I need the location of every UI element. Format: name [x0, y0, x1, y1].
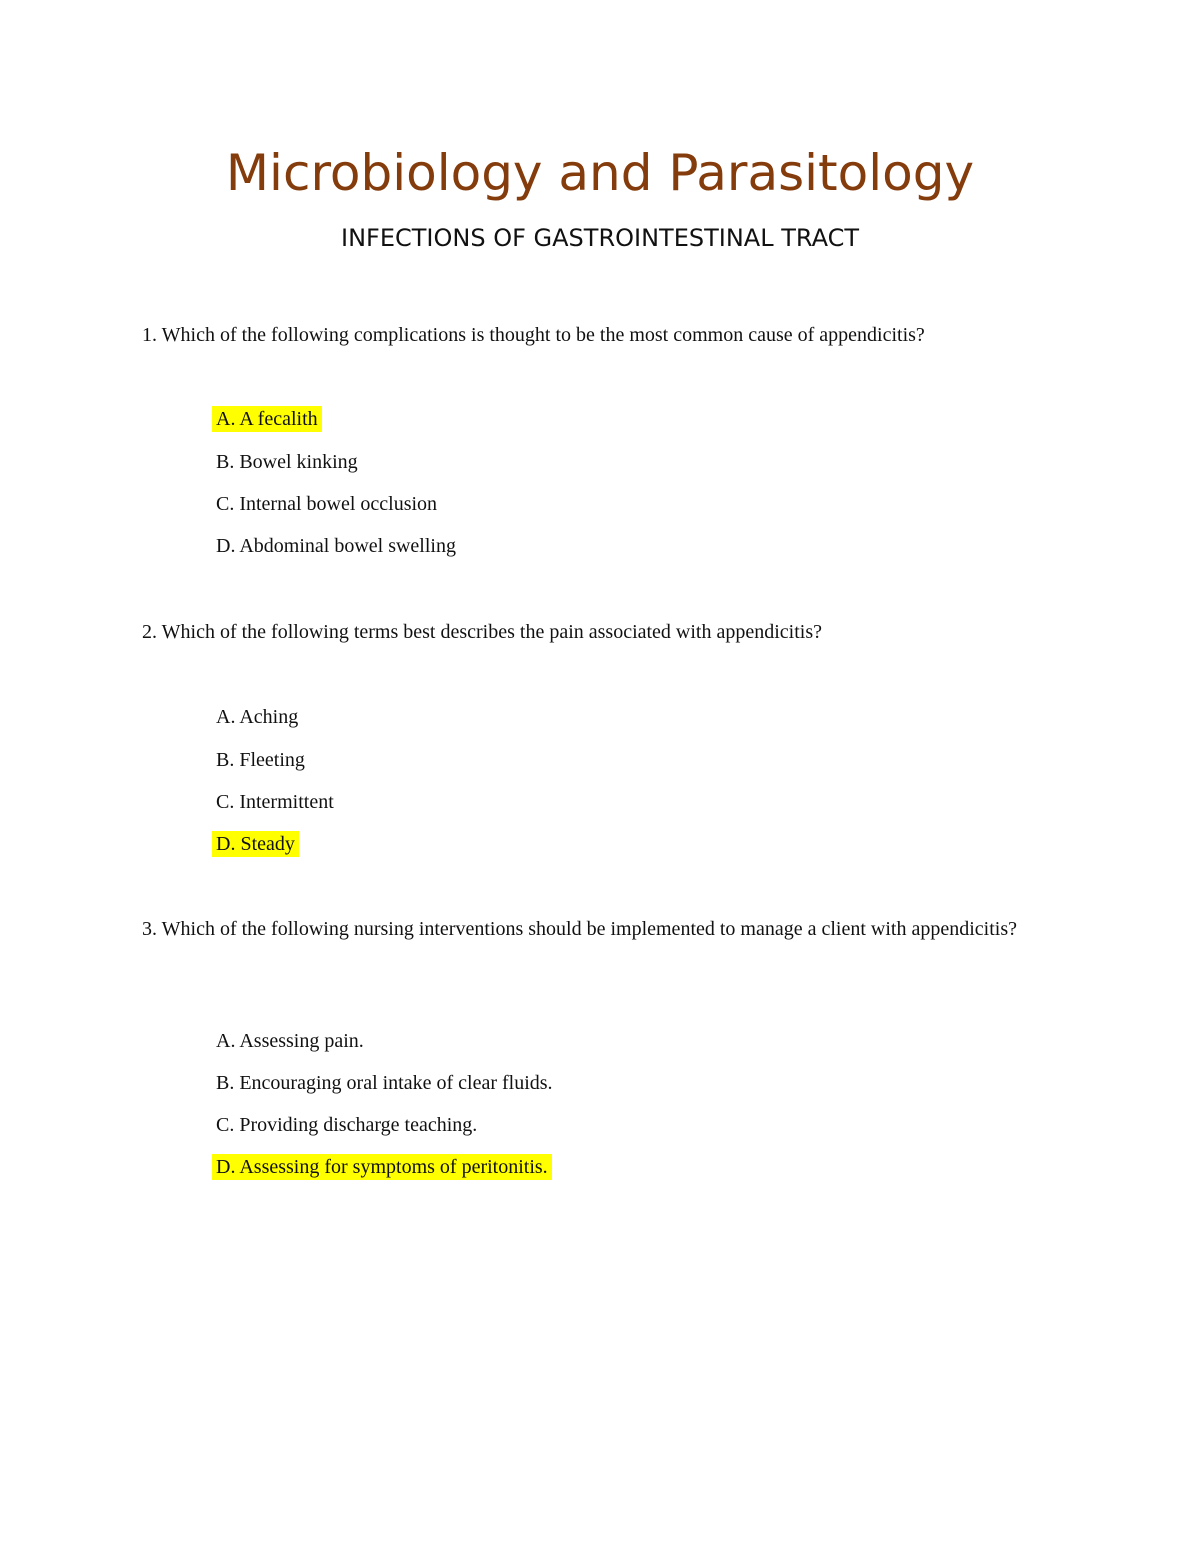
question-1-option-c: C. Internal bowel occlusion: [216, 493, 438, 515]
document-subtitle: INFECTIONS OF GASTROINTESTINAL TRACT: [341, 224, 859, 252]
question-1-option-a: A. A fecalith: [212, 406, 322, 432]
question-1: 1. Which of the following complications is thought to be the most common cause of appendicitis?: [142, 324, 925, 346]
question-2: 2. Which of the following terms best describes the pain associated with appendicitis?: [142, 621, 823, 643]
document-title: Microbiology and Parasitology: [225, 144, 975, 202]
question-3-option-b: B. Encouraging oral intake of clear fluids.: [216, 1072, 553, 1094]
question-2-option-a: A. Aching: [216, 706, 299, 728]
question-2-option-d: D. Steady: [212, 831, 299, 857]
question-3-option-d: D. Assessing for symptoms of peritonitis.: [212, 1154, 552, 1180]
question-3-option-a: A. Assessing pain.: [216, 1030, 364, 1052]
question-2-option-b: B. Fleeting: [216, 749, 305, 771]
question-3-option-c: C. Providing discharge teaching.: [216, 1114, 478, 1136]
question-3: 3. Which of the following nursing interventions should be implemented to manage a client with appendicitis?: [142, 918, 1017, 940]
question-1-option-d: D. Abdominal bowel swelling: [216, 535, 456, 557]
question-1-option-b: B. Bowel kinking: [216, 451, 358, 473]
question-2-option-c: C. Intermittent: [216, 791, 334, 813]
